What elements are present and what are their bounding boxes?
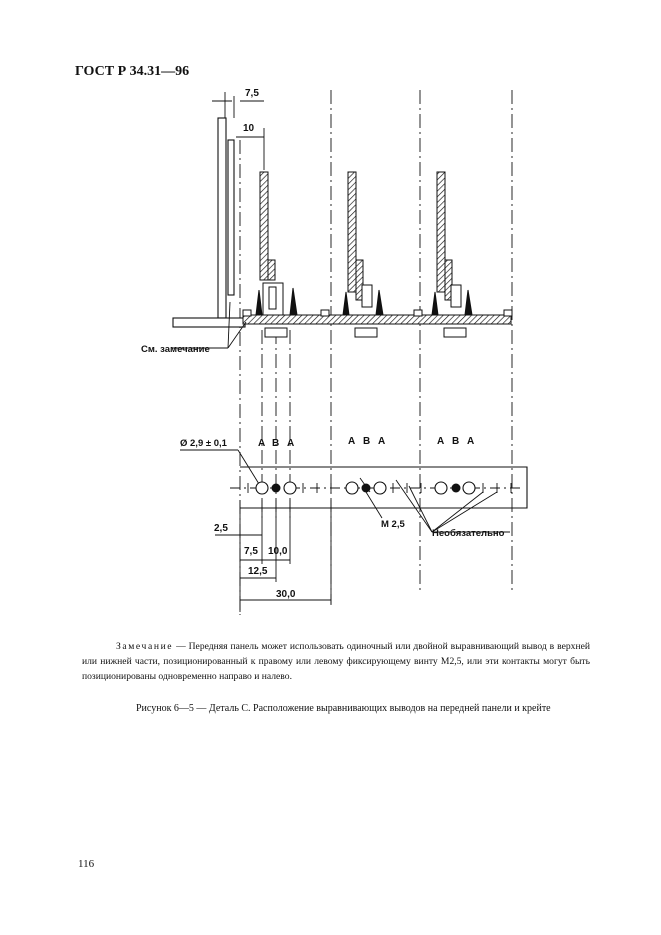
- group-1-letter-b: B: [272, 438, 280, 449]
- group-2-letter-b: B: [363, 436, 371, 447]
- dim-pitch-a-label: 7,5: [244, 546, 258, 557]
- see-note-label: См. замечание: [141, 344, 210, 355]
- group-3-letter-b: B: [452, 436, 460, 447]
- group-3-letter-a2: A: [467, 436, 475, 447]
- screw-size-label: М 2,5: [381, 519, 405, 530]
- group-2-letter-a1: A: [348, 436, 356, 447]
- figure-caption: Рисунок 6—5 — Деталь С. Расположение выравнивающих выводов на передней панели и крейте: [136, 703, 551, 714]
- crate-rail: [243, 315, 511, 324]
- note-text: — Передняя панель может использовать одиночный или двойной выравнивающий вывод в верхней или нижней части, позиционированный к правому или левому фиксирующему винту M2,5, или эти контакты могут быть позиционированы одновременно направо и налево.: [82, 641, 590, 682]
- dim-pitch-c-label: 12,5: [248, 566, 268, 577]
- page-number: 116: [78, 858, 95, 870]
- dim-top-offset-label: 7,5: [245, 88, 259, 99]
- group-2-letter-a2: A: [378, 436, 386, 447]
- document-header: ГОСТ Р 34.31—96: [75, 64, 190, 79]
- dim-pitch-b-label: 10,0: [268, 546, 288, 557]
- board-1: [256, 172, 297, 337]
- dim-top-width-label: 10: [243, 123, 255, 134]
- dim-left-margin-label: 2,5: [214, 523, 228, 534]
- optional-label: Необязательно: [432, 528, 505, 539]
- dim-pitch-total-label: 30,0: [276, 589, 296, 600]
- group-1-letter-a2: A: [287, 438, 295, 449]
- group-1-letter-a1: A: [258, 438, 266, 449]
- note-paragraph: [82, 639, 590, 684]
- group-3-letter-a1: A: [437, 436, 445, 447]
- front-panel-section: [173, 118, 245, 327]
- note-label: Замечание: [116, 641, 174, 652]
- hole-diameter-label: Ø 2,9 ± 0,1: [180, 438, 227, 449]
- board-3: [432, 172, 472, 337]
- board-2: [343, 172, 383, 337]
